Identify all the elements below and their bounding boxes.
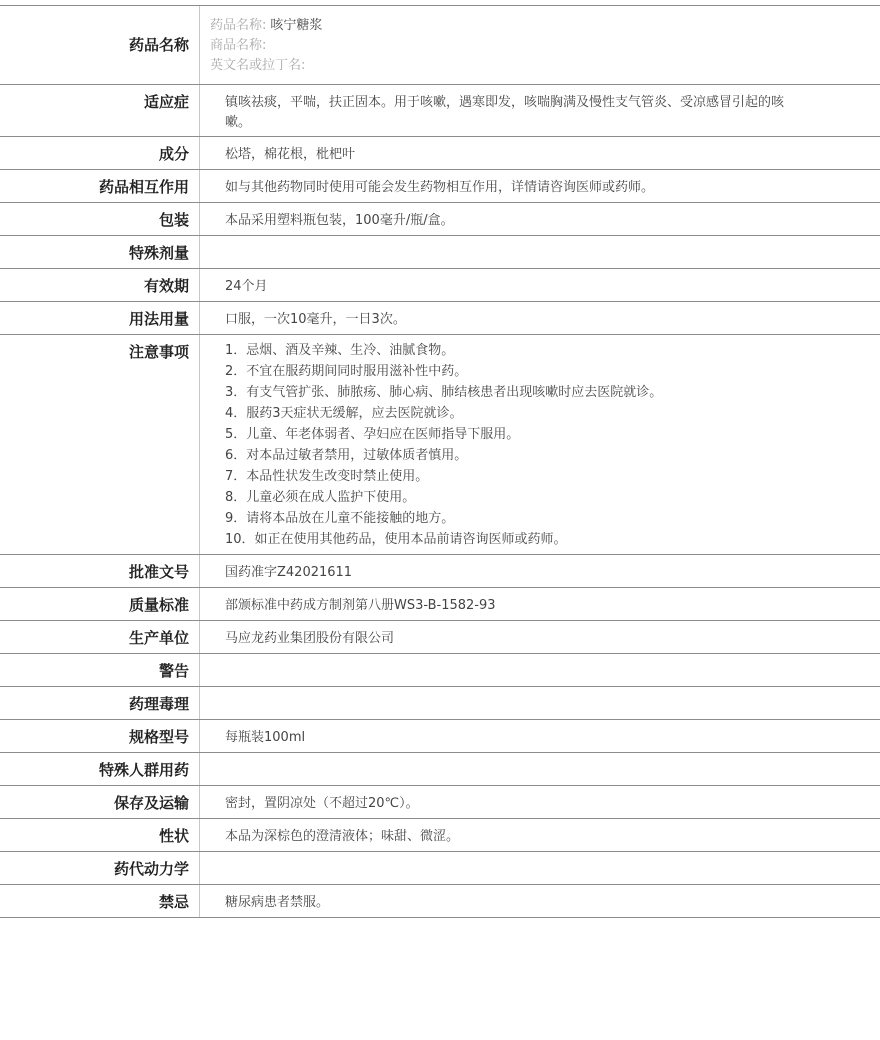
drug-name-label: 药品名称 <box>0 6 200 84</box>
packaging-value: 本品采用塑料瓶包装，100毫升/瓶/盒。 <box>225 213 454 228</box>
interactions-label: 药品相互作用 <box>0 170 200 202</box>
warning-value <box>200 654 880 686</box>
packaging-label: 包装 <box>0 203 200 235</box>
quality-standard-value: 部颁标准中药成方制剂第八册WS3-B-1582-93 <box>225 598 496 613</box>
generic-name-key: 药品名称: <box>210 18 267 33</box>
list-item: 8．儿童必须在成人监护下使用。 <box>225 490 416 505</box>
english-name-line <box>210 56 880 76</box>
list-item: 9．请将本品放在儿童不能接触的地方。 <box>225 511 455 526</box>
packaging-row <box>0 203 880 236</box>
precautions-list <box>225 340 880 550</box>
usage-value: 口服，一次10毫升，一日3次。 <box>225 312 406 327</box>
trade-name-key: 商品名称: <box>210 38 267 53</box>
ingredients-label: 成分 <box>0 137 200 169</box>
appearance-row <box>0 819 880 852</box>
usage-label: 用法用量 <box>0 302 200 334</box>
ingredients-value: 松塔，棉花根，枇杷叶 <box>225 147 356 162</box>
list-item: 2．不宜在服药期间同时服用滋补性中药。 <box>225 364 468 379</box>
manufacturer-row <box>0 621 880 654</box>
validity-row <box>0 269 880 302</box>
interactions-row <box>0 170 880 203</box>
appearance-label: 性状 <box>0 819 200 851</box>
generic-name-line <box>210 16 880 36</box>
list-item: 3．有支气管扩张、肺脓疡、肺心病、肺结核患者出现咳嗽时应去医院就诊。 <box>225 385 663 400</box>
warning-row <box>0 654 880 687</box>
pharmacology-row <box>0 687 880 720</box>
indications-row <box>0 85 880 137</box>
list-item: 1．忌烟、酒及辛辣、生冷、油腻食物。 <box>225 343 455 358</box>
special-dosage-row <box>0 236 880 269</box>
list-item: 7．本品性状发生改变时禁止使用。 <box>225 469 429 484</box>
pharmacology-label: 药理毒理 <box>0 687 200 719</box>
manufacturer-label: 生产单位 <box>0 621 200 653</box>
precautions-label: 注意事项 <box>0 335 200 554</box>
trade-name-line <box>210 36 880 56</box>
precautions-value <box>200 335 880 554</box>
pharmacokinetics-label: 药代动力学 <box>0 852 200 884</box>
generic-name-value: 咳宁糖浆 <box>270 18 323 33</box>
indications-label: 适应症 <box>0 85 200 136</box>
specification-row <box>0 720 880 753</box>
approval-number-label: 批准文号 <box>0 555 200 587</box>
warning-label: 警告 <box>0 654 200 686</box>
special-dosage-value <box>200 236 880 268</box>
quality-standard-row <box>0 588 880 621</box>
specification-label: 规格型号 <box>0 720 200 752</box>
special-population-label: 特殊人群用药 <box>0 753 200 785</box>
drug-name-row <box>0 6 880 85</box>
pharmacology-value <box>200 687 880 719</box>
special-population-value <box>200 753 880 785</box>
precautions-row <box>0 335 880 555</box>
storage-row <box>0 786 880 819</box>
approval-number-row <box>0 555 880 588</box>
validity-value: 24个月 <box>225 279 268 294</box>
contraindications-value: 糖尿病患者禁服。 <box>225 895 330 910</box>
special-population-row <box>0 753 880 786</box>
quality-standard-label: 质量标准 <box>0 588 200 620</box>
storage-label: 保存及运输 <box>0 786 200 818</box>
list-item: 6．对本品过敏者禁用，过敏体质者慎用。 <box>225 448 468 463</box>
pharmacokinetics-row <box>0 852 880 885</box>
approval-number-value: 国药准字Z42021611 <box>225 565 353 580</box>
list-item: 4．服药3天症状无缓解，应去医院就诊。 <box>225 406 463 421</box>
drug-info-table <box>0 5 880 918</box>
contraindications-label: 禁忌 <box>0 885 200 917</box>
validity-label: 有效期 <box>0 269 200 301</box>
storage-value: 密封，置阴凉处（不超过20℃）。 <box>225 796 419 811</box>
contraindications-row <box>0 885 880 918</box>
english-name-key: 英文名或拉丁名: <box>210 58 306 73</box>
special-dosage-label: 特殊剂量 <box>0 236 200 268</box>
indications-text: 镇咳祛痰，平喘，扶正固本。用于咳嗽，遇寒即发，咳喘胸满及慢性支气管炎、受凉感冒引起的咳嗽。 <box>225 95 785 130</box>
drug-name-values <box>200 6 880 84</box>
appearance-value: 本品为深棕色的澄清液体；味甜、微涩。 <box>225 829 460 844</box>
indications-value <box>200 85 880 136</box>
list-item: 10．如正在使用其他药品，使用本品前请咨询医师或药师。 <box>225 532 567 547</box>
ingredients-row <box>0 137 880 170</box>
list-item: 5．儿童、年老体弱者、孕妇应在医师指导下服用。 <box>225 427 520 442</box>
usage-row <box>0 302 880 335</box>
pharmacokinetics-value <box>200 852 880 884</box>
specification-value: 每瓶装100ml <box>225 730 306 745</box>
interactions-value: 如与其他药物同时使用可能会发生药物相互作用，详情请咨询医师或药师。 <box>225 180 655 195</box>
manufacturer-value: 马应龙药业集团股份有限公司 <box>225 631 395 646</box>
